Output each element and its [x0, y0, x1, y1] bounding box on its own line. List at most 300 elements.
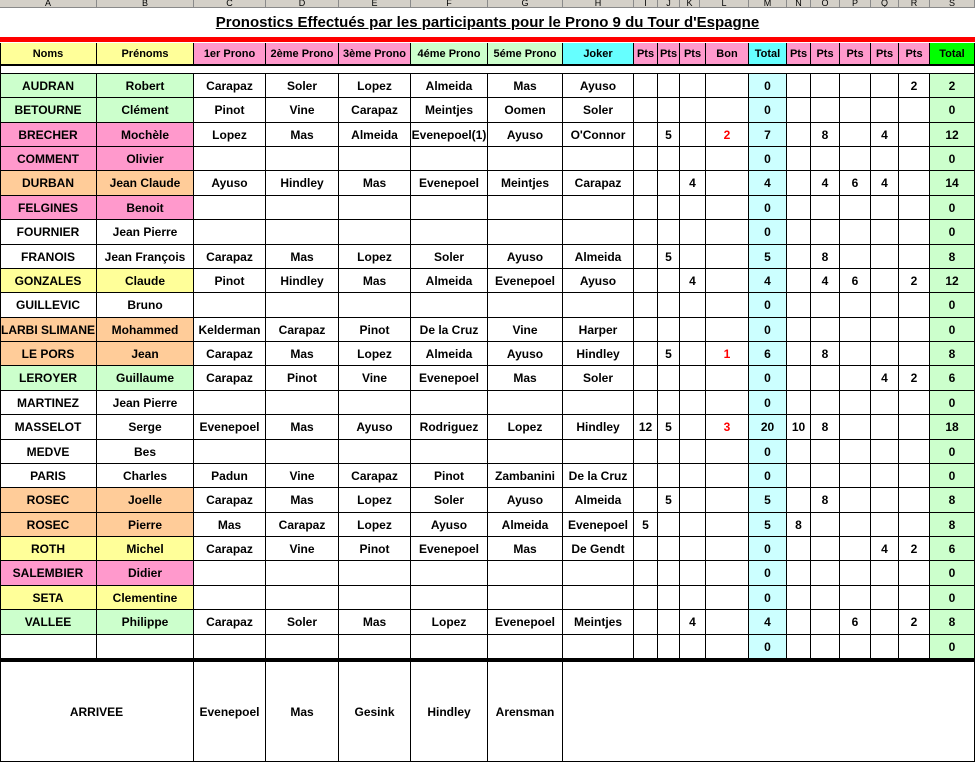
- cell-p4[interactable]: [411, 293, 488, 318]
- cell-joker[interactable]: [563, 220, 634, 245]
- cell-p4[interactable]: [411, 220, 488, 245]
- cell-pts3[interactable]: [680, 98, 706, 123]
- cell-q1[interactable]: [787, 147, 811, 171]
- cell-p2[interactable]: Mas: [266, 245, 339, 269]
- cell-nom[interactable]: PARIS: [0, 464, 97, 488]
- cell-p2[interactable]: Carapaz: [266, 513, 339, 537]
- cell-q3[interactable]: [840, 196, 871, 220]
- cell-p2[interactable]: [266, 440, 339, 464]
- cell-p5[interactable]: [488, 391, 563, 415]
- cell-p4[interactable]: Evenepoel(1): [411, 123, 488, 147]
- column-letter-j[interactable]: J: [658, 0, 680, 8]
- cell-pts1[interactable]: 5: [634, 513, 658, 537]
- cell-pts3[interactable]: [680, 366, 706, 391]
- cell-q3[interactable]: [840, 537, 871, 561]
- header-prenom[interactable]: Prénoms: [97, 43, 194, 65]
- cell-nom[interactable]: BRECHER: [0, 123, 97, 147]
- cell-p4[interactable]: [411, 196, 488, 220]
- cell-joker[interactable]: [563, 586, 634, 610]
- header-bon[interactable]: Bon: [706, 43, 749, 65]
- cell-p2[interactable]: [266, 220, 339, 245]
- cell-q1[interactable]: [787, 366, 811, 391]
- column-letter-i[interactable]: I: [634, 0, 658, 8]
- cell-bon[interactable]: [706, 171, 749, 196]
- cell-q5[interactable]: [899, 635, 930, 659]
- cell-p5[interactable]: [488, 635, 563, 659]
- cell-p2[interactable]: Vine: [266, 537, 339, 561]
- cell-p4[interactable]: Pinot: [411, 464, 488, 488]
- header-pts1[interactable]: Pts: [634, 43, 658, 65]
- cell-q3[interactable]: [840, 245, 871, 269]
- cell-total[interactable]: 5: [749, 488, 787, 513]
- cell-q4[interactable]: [871, 561, 899, 586]
- cell-p5[interactable]: Vine: [488, 318, 563, 342]
- cell-q5[interactable]: [899, 391, 930, 415]
- cell-p5[interactable]: Lopez: [488, 415, 563, 440]
- cell-p2[interactable]: [266, 293, 339, 318]
- cell-q3[interactable]: [840, 293, 871, 318]
- column-letter-p[interactable]: P: [840, 0, 871, 8]
- cell-total2[interactable]: 8: [930, 513, 975, 537]
- cell-p3[interactable]: [339, 635, 411, 659]
- cell-bon[interactable]: [706, 318, 749, 342]
- header-q3[interactable]: Pts: [840, 43, 871, 65]
- cell-pts3[interactable]: [680, 391, 706, 415]
- cell-q5[interactable]: [899, 293, 930, 318]
- cell-prenom[interactable]: Serge: [97, 415, 194, 440]
- header-total[interactable]: Total: [749, 43, 787, 65]
- cell-p3[interactable]: Mas: [339, 269, 411, 293]
- cell-q4[interactable]: 4: [871, 366, 899, 391]
- cell-pts2[interactable]: [658, 147, 680, 171]
- cell-p4[interactable]: Soler: [411, 245, 488, 269]
- cell-joker[interactable]: Evenepoel: [563, 513, 634, 537]
- cell-q4[interactable]: [871, 245, 899, 269]
- cell-p4[interactable]: Almeida: [411, 342, 488, 366]
- cell-p3[interactable]: [339, 196, 411, 220]
- arrivee-label[interactable]: ARRIVEE: [0, 662, 194, 762]
- cell-p5[interactable]: Evenepoel: [488, 610, 563, 635]
- cell-pts1[interactable]: [634, 366, 658, 391]
- cell-q4[interactable]: [871, 147, 899, 171]
- cell-q3[interactable]: [840, 488, 871, 513]
- cell-q2[interactable]: [811, 537, 840, 561]
- cell-q3[interactable]: [840, 391, 871, 415]
- cell-total2[interactable]: 0: [930, 635, 975, 659]
- cell-pts1[interactable]: [634, 610, 658, 635]
- cell-q4[interactable]: [871, 610, 899, 635]
- cell-p2[interactable]: Mas: [266, 488, 339, 513]
- cell-prenom[interactable]: Bes: [97, 440, 194, 464]
- cell-bon[interactable]: [706, 220, 749, 245]
- cell-p4[interactable]: Evenepoel: [411, 366, 488, 391]
- cell-p2[interactable]: Hindley: [266, 269, 339, 293]
- cell-p1[interactable]: [194, 293, 266, 318]
- cell-pts1[interactable]: [634, 635, 658, 659]
- cell-p1[interactable]: Pinot: [194, 98, 266, 123]
- cell-pts3[interactable]: [680, 415, 706, 440]
- cell-joker[interactable]: [563, 561, 634, 586]
- cell-q5[interactable]: [899, 440, 930, 464]
- cell-p3[interactable]: Lopez: [339, 245, 411, 269]
- cell-total[interactable]: 0: [749, 147, 787, 171]
- cell-q1[interactable]: [787, 464, 811, 488]
- cell-p1[interactable]: Carapaz: [194, 74, 266, 98]
- cell-q4[interactable]: [871, 342, 899, 366]
- cell-bon[interactable]: [706, 586, 749, 610]
- cell-pts1[interactable]: [634, 464, 658, 488]
- cell-total2[interactable]: 2: [930, 74, 975, 98]
- cell-pts3[interactable]: [680, 440, 706, 464]
- cell-p1[interactable]: Mas: [194, 513, 266, 537]
- cell-p3[interactable]: [339, 586, 411, 610]
- cell-total2[interactable]: 12: [930, 123, 975, 147]
- cell-p1[interactable]: [194, 196, 266, 220]
- cell-q3[interactable]: [840, 220, 871, 245]
- cell-q2[interactable]: 8: [811, 245, 840, 269]
- cell-bon[interactable]: [706, 196, 749, 220]
- arrivee-result[interactable]: Arensman: [488, 662, 563, 762]
- column-letter-a[interactable]: A: [0, 0, 97, 8]
- cell-prenom[interactable]: Jean: [97, 342, 194, 366]
- cell-total[interactable]: 0: [749, 318, 787, 342]
- cell-q1[interactable]: [787, 342, 811, 366]
- cell-total[interactable]: 0: [749, 196, 787, 220]
- cell-pts2[interactable]: 5: [658, 245, 680, 269]
- cell-nom[interactable]: VALLEE: [0, 610, 97, 635]
- cell-q2[interactable]: [811, 586, 840, 610]
- cell-total[interactable]: 6: [749, 342, 787, 366]
- cell-total2[interactable]: 0: [930, 98, 975, 123]
- cell-q1[interactable]: [787, 74, 811, 98]
- header-p4[interactable]: 4éme Prono: [411, 43, 488, 65]
- arrivee-result[interactable]: Hindley: [411, 662, 488, 762]
- cell-pts2[interactable]: [658, 561, 680, 586]
- cell-p5[interactable]: [488, 586, 563, 610]
- cell-p2[interactable]: Soler: [266, 610, 339, 635]
- cell-pts2[interactable]: [658, 537, 680, 561]
- cell-joker[interactable]: Harper: [563, 318, 634, 342]
- cell-total2[interactable]: 12: [930, 269, 975, 293]
- cell-q1[interactable]: [787, 635, 811, 659]
- cell-nom[interactable]: FOURNIER: [0, 220, 97, 245]
- cell-q2[interactable]: 4: [811, 171, 840, 196]
- cell-p2[interactable]: [266, 147, 339, 171]
- cell-p4[interactable]: Meintjes: [411, 98, 488, 123]
- cell-q2[interactable]: 8: [811, 415, 840, 440]
- column-letter-h[interactable]: H: [563, 0, 634, 8]
- cell-q5[interactable]: [899, 586, 930, 610]
- cell-q5[interactable]: [899, 415, 930, 440]
- cell-p2[interactable]: Mas: [266, 123, 339, 147]
- cell-p4[interactable]: [411, 391, 488, 415]
- cell-q5[interactable]: [899, 318, 930, 342]
- cell-joker[interactable]: Soler: [563, 98, 634, 123]
- cell-nom[interactable]: BETOURNE: [0, 98, 97, 123]
- cell-pts1[interactable]: [634, 318, 658, 342]
- cell-q1[interactable]: [787, 220, 811, 245]
- cell-p1[interactable]: Carapaz: [194, 610, 266, 635]
- cell-prenom[interactable]: Jean Pierre: [97, 220, 194, 245]
- cell-joker[interactable]: O'Connor: [563, 123, 634, 147]
- cell-pts3[interactable]: [680, 586, 706, 610]
- cell-total2[interactable]: 8: [930, 245, 975, 269]
- cell-bon[interactable]: 3: [706, 415, 749, 440]
- cell-q5[interactable]: [899, 123, 930, 147]
- cell-q2[interactable]: 8: [811, 123, 840, 147]
- cell-prenom[interactable]: Jean François: [97, 245, 194, 269]
- cell-pts1[interactable]: [634, 147, 658, 171]
- cell-p4[interactable]: [411, 440, 488, 464]
- cell-p2[interactable]: Mas: [266, 415, 339, 440]
- cell-q5[interactable]: [899, 342, 930, 366]
- column-letter-s[interactable]: S: [930, 0, 975, 8]
- cell-p4[interactable]: [411, 561, 488, 586]
- cell-p1[interactable]: Lopez: [194, 123, 266, 147]
- cell-total2[interactable]: 0: [930, 464, 975, 488]
- cell-q2[interactable]: [811, 561, 840, 586]
- cell-pts1[interactable]: 12: [634, 415, 658, 440]
- cell-joker[interactable]: [563, 293, 634, 318]
- column-letter-m[interactable]: M: [749, 0, 787, 8]
- cell-p3[interactable]: Vine: [339, 366, 411, 391]
- cell-q2[interactable]: [811, 464, 840, 488]
- cell-pts1[interactable]: [634, 488, 658, 513]
- cell-p5[interactable]: Evenepoel: [488, 269, 563, 293]
- cell-q2[interactable]: [811, 366, 840, 391]
- cell-pts2[interactable]: 5: [658, 123, 680, 147]
- cell-nom[interactable]: MARTINEZ: [0, 391, 97, 415]
- cell-pts2[interactable]: [658, 293, 680, 318]
- cell-p1[interactable]: Pinot: [194, 269, 266, 293]
- cell-pts1[interactable]: [634, 98, 658, 123]
- cell-total2[interactable]: 0: [930, 391, 975, 415]
- cell-nom[interactable]: LE PORS: [0, 342, 97, 366]
- cell-prenom[interactable]: Guillaume: [97, 366, 194, 391]
- cell-q3[interactable]: [840, 561, 871, 586]
- cell-pts2[interactable]: [658, 513, 680, 537]
- cell-q3[interactable]: [840, 98, 871, 123]
- header-nom[interactable]: Noms: [0, 43, 97, 65]
- cell-nom[interactable]: SETA: [0, 586, 97, 610]
- cell-total2[interactable]: 0: [930, 440, 975, 464]
- cell-p2[interactable]: Hindley: [266, 171, 339, 196]
- cell-q2[interactable]: 8: [811, 488, 840, 513]
- cell-q5[interactable]: [899, 245, 930, 269]
- header-total2[interactable]: Total: [930, 43, 975, 65]
- cell-q1[interactable]: [787, 293, 811, 318]
- cell-total2[interactable]: 8: [930, 488, 975, 513]
- cell-bon[interactable]: [706, 440, 749, 464]
- header-p5[interactable]: 5éme Prono: [488, 43, 563, 65]
- cell-p1[interactable]: [194, 440, 266, 464]
- cell-p5[interactable]: Ayuso: [488, 488, 563, 513]
- cell-prenom[interactable]: Michel: [97, 537, 194, 561]
- cell-p2[interactable]: Soler: [266, 74, 339, 98]
- column-letter-o[interactable]: O: [811, 0, 840, 8]
- cell-joker[interactable]: Hindley: [563, 342, 634, 366]
- column-letter-q[interactable]: Q: [871, 0, 899, 8]
- cell-bon[interactable]: 2: [706, 123, 749, 147]
- cell-q1[interactable]: [787, 98, 811, 123]
- cell-q3[interactable]: 6: [840, 610, 871, 635]
- cell-p3[interactable]: Pinot: [339, 537, 411, 561]
- cell-q5[interactable]: 2: [899, 366, 930, 391]
- cell-pts3[interactable]: [680, 245, 706, 269]
- cell-p3[interactable]: Carapaz: [339, 464, 411, 488]
- cell-joker[interactable]: Meintjes: [563, 610, 634, 635]
- cell-q1[interactable]: [787, 391, 811, 415]
- arrivee-result[interactable]: Evenepoel: [194, 662, 266, 762]
- cell-total[interactable]: 20: [749, 415, 787, 440]
- cell-p2[interactable]: [266, 586, 339, 610]
- cell-joker[interactable]: [563, 196, 634, 220]
- cell-q1[interactable]: [787, 196, 811, 220]
- cell-p2[interactable]: Vine: [266, 98, 339, 123]
- cell-q4[interactable]: 4: [871, 171, 899, 196]
- cell-q3[interactable]: [840, 415, 871, 440]
- cell-p1[interactable]: Carapaz: [194, 488, 266, 513]
- cell-p3[interactable]: Almeida: [339, 123, 411, 147]
- cell-q2[interactable]: [811, 318, 840, 342]
- cell-pts2[interactable]: [658, 586, 680, 610]
- cell-bon[interactable]: [706, 293, 749, 318]
- cell-q5[interactable]: [899, 488, 930, 513]
- cell-pts3[interactable]: 4: [680, 269, 706, 293]
- cell-pts3[interactable]: [680, 74, 706, 98]
- cell-q3[interactable]: [840, 440, 871, 464]
- cell-pts2[interactable]: [658, 196, 680, 220]
- cell-total[interactable]: 0: [749, 74, 787, 98]
- cell-p3[interactable]: Carapaz: [339, 98, 411, 123]
- cell-q4[interactable]: [871, 318, 899, 342]
- cell-total2[interactable]: 0: [930, 318, 975, 342]
- cell-pts2[interactable]: [658, 269, 680, 293]
- cell-pts1[interactable]: [634, 74, 658, 98]
- cell-p3[interactable]: [339, 147, 411, 171]
- cell-p4[interactable]: De la Cruz: [411, 318, 488, 342]
- cell-total[interactable]: 5: [749, 513, 787, 537]
- cell-total2[interactable]: 0: [930, 586, 975, 610]
- cell-pts3[interactable]: [680, 220, 706, 245]
- cell-prenom[interactable]: Claude: [97, 269, 194, 293]
- cell-pts2[interactable]: 5: [658, 488, 680, 513]
- cell-pts1[interactable]: [634, 586, 658, 610]
- cell-total2[interactable]: 8: [930, 610, 975, 635]
- cell-pts3[interactable]: [680, 147, 706, 171]
- cell-prenom[interactable]: Robert: [97, 74, 194, 98]
- cell-p3[interactable]: [339, 220, 411, 245]
- cell-total[interactable]: 0: [749, 440, 787, 464]
- cell-q5[interactable]: 2: [899, 74, 930, 98]
- cell-total2[interactable]: 0: [930, 196, 975, 220]
- cell-p1[interactable]: [194, 635, 266, 659]
- cell-pts2[interactable]: [658, 464, 680, 488]
- cell-bon[interactable]: [706, 513, 749, 537]
- cell-p4[interactable]: [411, 635, 488, 659]
- cell-bon[interactable]: [706, 147, 749, 171]
- cell-prenom[interactable]: Clément: [97, 98, 194, 123]
- cell-p2[interactable]: [266, 635, 339, 659]
- cell-pts3[interactable]: 4: [680, 610, 706, 635]
- cell-q5[interactable]: [899, 561, 930, 586]
- cell-q4[interactable]: 4: [871, 537, 899, 561]
- cell-q3[interactable]: [840, 635, 871, 659]
- cell-q3[interactable]: [840, 123, 871, 147]
- cell-q5[interactable]: 2: [899, 610, 930, 635]
- cell-p5[interactable]: [488, 440, 563, 464]
- cell-total2[interactable]: 6: [930, 366, 975, 391]
- cell-pts3[interactable]: [680, 537, 706, 561]
- cell-p5[interactable]: Mas: [488, 74, 563, 98]
- cell-q5[interactable]: [899, 98, 930, 123]
- cell-pts1[interactable]: [634, 537, 658, 561]
- cell-p4[interactable]: [411, 147, 488, 171]
- cell-prenom[interactable]: Mohammed: [97, 318, 194, 342]
- cell-joker[interactable]: De Gendt: [563, 537, 634, 561]
- cell-bon[interactable]: [706, 366, 749, 391]
- cell-nom[interactable]: ROTH: [0, 537, 97, 561]
- cell-pts1[interactable]: [634, 196, 658, 220]
- cell-p3[interactable]: [339, 293, 411, 318]
- cell-q1[interactable]: [787, 123, 811, 147]
- cell-q4[interactable]: [871, 440, 899, 464]
- column-letter-c[interactable]: C: [194, 0, 266, 8]
- column-letter-k[interactable]: K: [680, 0, 700, 8]
- cell-p5[interactable]: [488, 196, 563, 220]
- column-letter-n[interactable]: N: [787, 0, 811, 8]
- cell-prenom[interactable]: Jean Claude: [97, 171, 194, 196]
- cell-pts3[interactable]: [680, 513, 706, 537]
- cell-p3[interactable]: [339, 440, 411, 464]
- column-letter-l[interactable]: L: [700, 0, 749, 8]
- cell-pts3[interactable]: [680, 464, 706, 488]
- cell-p1[interactable]: Carapaz: [194, 366, 266, 391]
- cell-nom[interactable]: ROSEC: [0, 488, 97, 513]
- cell-pts2[interactable]: [658, 635, 680, 659]
- cell-p1[interactable]: Carapaz: [194, 537, 266, 561]
- cell-q4[interactable]: [871, 513, 899, 537]
- cell-p5[interactable]: Mas: [488, 537, 563, 561]
- cell-total[interactable]: 0: [749, 391, 787, 415]
- cell-pts2[interactable]: [658, 220, 680, 245]
- cell-q2[interactable]: [811, 98, 840, 123]
- cell-bon[interactable]: [706, 488, 749, 513]
- cell-total[interactable]: 0: [749, 561, 787, 586]
- cell-p5[interactable]: [488, 561, 563, 586]
- header-pts2[interactable]: Pts: [658, 43, 680, 65]
- cell-pts1[interactable]: [634, 123, 658, 147]
- cell-q1[interactable]: [787, 269, 811, 293]
- cell-bon[interactable]: [706, 391, 749, 415]
- cell-pts3[interactable]: [680, 342, 706, 366]
- cell-p3[interactable]: Mas: [339, 171, 411, 196]
- cell-total[interactable]: 0: [749, 537, 787, 561]
- cell-pts3[interactable]: [680, 318, 706, 342]
- column-letter-g[interactable]: G: [488, 0, 563, 8]
- cell-prenom[interactable]: Bruno: [97, 293, 194, 318]
- cell-pts3[interactable]: [680, 123, 706, 147]
- cell-total2[interactable]: 0: [930, 147, 975, 171]
- cell-bon[interactable]: [706, 245, 749, 269]
- cell-total[interactable]: 0: [749, 293, 787, 318]
- cell-pts1[interactable]: [634, 220, 658, 245]
- cell-q2[interactable]: [811, 391, 840, 415]
- cell-p5[interactable]: Ayuso: [488, 342, 563, 366]
- cell-bon[interactable]: [706, 561, 749, 586]
- cell-total[interactable]: 4: [749, 269, 787, 293]
- cell-q4[interactable]: [871, 293, 899, 318]
